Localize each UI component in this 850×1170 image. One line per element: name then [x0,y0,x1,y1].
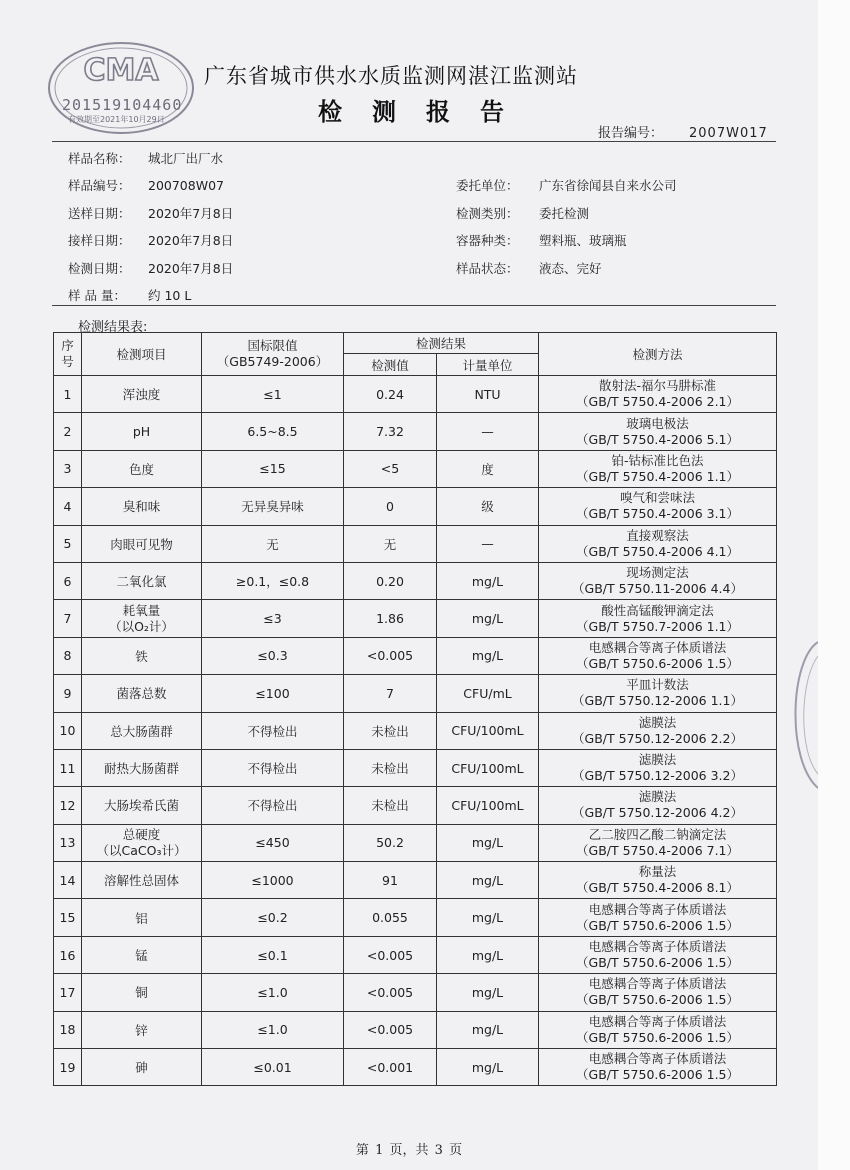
sample-name-row [68,149,223,167]
row-item-sub: （以CaCO₃计） [96,842,187,858]
row-method-main: 玻璃电极法 [626,415,689,431]
row-method-sub: （GB/T 5750.4-2006 7.1） [576,842,740,858]
row-method-sub: （GB/T 5750.4-2006 8.1） [576,880,740,896]
state-value: 液态、完好 [539,261,602,276]
row-method [539,899,777,936]
row-unit: mg/L [437,637,539,674]
row-seq: 15 [54,899,82,936]
row-method-sub: （GB/T 5750.4-2006 4.1） [576,543,740,559]
row-method [539,675,777,712]
row-item: 菌落总数 [82,675,202,712]
row-item: 溶解性总固体 [82,862,202,899]
client-value: 广东省徐闻县自来水公司 [539,178,677,193]
row-method-main: 现场测定法 [626,565,689,581]
header-method: 检测方法 [539,333,777,376]
client-label: 委托单位： [456,178,519,193]
page-number: 1 [375,1143,384,1158]
row-method-main: 称量法 [638,864,677,880]
row-item: 铝 [82,899,202,936]
page-prefix: 第 [355,1143,369,1158]
row-method [539,974,777,1011]
row-seq: 13 [54,824,82,861]
row-item-main: 总硬度 [122,826,161,842]
table-row [54,974,777,1011]
row-unit: 度 [437,450,539,487]
row-value: 未检出 [344,712,437,749]
row-method-sub: （GB/T 5750.4-2006 3.1） [576,506,740,522]
table-row [54,376,777,413]
row-limit: ≤1 [202,376,344,413]
amount-row [68,286,191,304]
row-method-main: 滤膜法 [638,752,677,768]
receive-date-value: 2020年7月8日 [148,233,234,248]
row-seq: 6 [54,562,82,599]
row-value: <0.001 [344,1049,437,1086]
row-method [539,1049,777,1086]
container-value: 塑料瓶、玻璃瓶 [539,233,627,248]
row-method-sub: （GB/T 5750.6-2006 1.5） [576,1067,740,1083]
row-item: 锌 [82,1011,202,1048]
row-limit: ≤100 [202,675,344,712]
table-row [54,450,777,487]
row-method-main: 滤膜法 [638,789,677,805]
row-unit: — [437,413,539,450]
sample-name-value: 城北厂出厂水 [148,151,224,166]
receive-date-label: 接样日期： [68,233,131,248]
row-item: 总大肠菌群 [82,712,202,749]
row-limit: 无 [202,525,344,562]
row-seq: 5 [54,525,82,562]
row-method-main: 电感耦合等离子体质谱法 [588,639,727,655]
row-value: <0.005 [344,936,437,973]
test-date-row [68,259,233,277]
row-method [539,824,777,861]
row-method [539,600,777,637]
row-limit: 不得检出 [202,787,344,824]
cma-logo-text: CMA [83,53,159,88]
row-limit: ≤0.1 [202,936,344,973]
row-limit: ≤1.0 [202,974,344,1011]
table-row [54,600,777,637]
row-method-sub: （GB/T 5750.4-2006 2.1） [576,394,740,410]
header-unit: 计量单位 [437,354,539,376]
row-method [539,936,777,973]
row-unit: mg/L [437,899,539,936]
row-value: 1.86 [344,600,437,637]
row-seq: 8 [54,637,82,674]
cma-stamp [46,40,196,136]
row-item: 浑浊度 [82,376,202,413]
table-row [54,712,777,749]
results-section-title: 检测结果表: [78,320,148,335]
row-seq: 7 [54,600,82,637]
row-method-main: 嗅气和尝味法 [620,490,696,506]
table-row [54,675,777,712]
info-divider [52,305,776,306]
organization-name: 广东省城市供水水质监测网湛江监测站 [204,64,578,88]
table-header-row [54,333,777,354]
sample-no-value: 200708W07 [148,178,224,193]
header-divider [52,141,776,142]
table-row [54,1049,777,1086]
row-limit: ≤1.0 [202,1011,344,1048]
row-item: 肉眼可见物 [82,525,202,562]
row-method-sub: （GB/T 5750.12-2006 3.2） [572,768,743,784]
page-total: 3 [434,1143,443,1158]
client-row [456,176,677,194]
row-seq: 4 [54,488,82,525]
row-method-main: 酸性高锰酸钾滴定法 [601,602,714,618]
row-method [539,862,777,899]
row-seq: 9 [54,675,82,712]
row-seq: 16 [54,936,82,973]
page-footer [0,1139,818,1158]
cma-cert-number: 201519104460 [62,96,183,114]
row-seq: 1 [54,376,82,413]
row-unit: 级 [437,488,539,525]
row-method [539,749,777,786]
row-item: 耐热大肠菌群 [82,749,202,786]
row-unit: mg/L [437,824,539,861]
amount-value: 约 10 L [148,288,192,303]
row-item: 二氧化氯 [82,562,202,599]
send-date-label: 送样日期： [68,206,131,221]
row-method [539,450,777,487]
header-seq: 序 号 [54,333,82,376]
row-unit: NTU [437,376,539,413]
row-unit: mg/L [437,936,539,973]
header-value: 检测值 [344,354,437,376]
row-limit: 6.5~8.5 [202,413,344,450]
table-row [54,413,777,450]
row-limit: ≤0.3 [202,637,344,674]
row-unit: mg/L [437,862,539,899]
page-suffix: 页 [449,1143,463,1158]
row-unit: mg/L [437,1049,539,1086]
test-type-row [456,204,589,222]
row-method-main: 电感耦合等离子体质谱法 [588,901,727,917]
row-limit: ≤15 [202,450,344,487]
row-item: 砷 [82,1049,202,1086]
table-row [54,824,777,861]
row-limit: 不得检出 [202,712,344,749]
row-value: <5 [344,450,437,487]
test-date-label: 检测日期： [68,261,131,276]
header-result-group: 检测结果 [344,333,539,354]
state-row [456,259,602,277]
container-label: 容器种类： [456,233,519,248]
row-seq: 19 [54,1049,82,1086]
row-method-main: 电感耦合等离子体质谱法 [588,1051,727,1067]
row-value: 0.20 [344,562,437,599]
row-method-main: 电感耦合等离子体质谱法 [588,1013,727,1029]
row-method [539,562,777,599]
row-method [539,525,777,562]
send-date-value: 2020年7月8日 [148,206,234,221]
row-method-main: 电感耦合等离子体质谱法 [588,939,727,955]
row-method [539,488,777,525]
row-item: 色度 [82,450,202,487]
row-item: pH [82,413,202,450]
row-unit: CFU/100mL [437,787,539,824]
table-row [54,525,777,562]
row-method-sub: （GB/T 5750.12-2006 1.1） [572,693,743,709]
row-unit: CFU/100mL [437,749,539,786]
row-method-main: 散射法-福尔马肼标准 [599,378,717,394]
row-item: 锰 [82,936,202,973]
results-table-body [54,376,777,1086]
row-method-main: 直接观察法 [626,527,689,543]
row-seq: 10 [54,712,82,749]
table-row [54,637,777,674]
row-seq: 18 [54,1011,82,1048]
row-limit: ≤450 [202,824,344,861]
row-limit: 不得检出 [202,749,344,786]
row-method-sub: （GB/T 5750.6-2006 1.5） [576,955,740,971]
row-item-main: 耗氧量 [122,602,161,618]
row-value: 无 [344,525,437,562]
row-method-main: 滤膜法 [638,714,677,730]
row-value: 91 [344,862,437,899]
side-seal-icon [780,640,820,790]
results-table [53,332,777,1086]
row-limit: ≤3 [202,600,344,637]
row-value: <0.005 [344,974,437,1011]
row-method-main: 铂-钴标准比色法 [611,452,704,468]
row-item: 铁 [82,637,202,674]
row-method [539,1011,777,1048]
row-value: 未检出 [344,749,437,786]
row-seq: 3 [54,450,82,487]
row-limit: ≤0.2 [202,899,344,936]
sample-no-row [68,176,224,194]
container-row [456,231,627,249]
row-value: <0.005 [344,637,437,674]
receive-date-row [68,231,233,249]
row-item: 铜 [82,974,202,1011]
row-unit: mg/L [437,1011,539,1048]
row-limit: ≥0.1，≤0.8 [202,562,344,599]
table-row [54,862,777,899]
row-limit: ≤0.01 [202,1049,344,1086]
table-row [54,562,777,599]
row-method-sub: （GB/T 5750.4-2006 1.1） [576,468,740,484]
table-row [54,787,777,824]
sample-no-label: 样品编号： [68,178,131,193]
row-method [539,637,777,674]
row-method [539,712,777,749]
row-method [539,413,777,450]
page-mid: 页，共 [389,1143,429,1158]
row-unit: — [437,525,539,562]
row-method-sub: （GB/T 5750.4-2006 5.1） [576,431,740,447]
row-value: 未检出 [344,787,437,824]
row-value: <0.005 [344,1011,437,1048]
row-method-sub: （GB/T 5750.6-2006 1.5） [576,1029,740,1045]
row-item: 臭和味 [82,488,202,525]
row-method-main: 平皿计数法 [626,677,689,693]
row-unit: mg/L [437,600,539,637]
row-method-main: 电感耦合等离子体质谱法 [588,976,727,992]
row-item-sub: （以O₂计） [109,618,174,634]
table-row [54,749,777,786]
report-number-label: 报告编号： [598,126,664,141]
row-method [539,787,777,824]
sample-name-label: 样品名称： [68,151,131,166]
row-limit: 无异臭异味 [202,488,344,525]
test-date-value: 2020年7月8日 [148,261,234,276]
row-method-sub: （GB/T 5750.11-2006 4.4） [572,581,743,597]
row-limit: ≤1000 [202,862,344,899]
row-unit: CFU/mL [437,675,539,712]
row-seq: 12 [54,787,82,824]
table-row [54,488,777,525]
row-item [82,600,202,637]
row-seq: 2 [54,413,82,450]
row-seq: 17 [54,974,82,1011]
row-unit: mg/L [437,974,539,1011]
row-method-sub: （GB/T 5750.6-2006 1.5） [576,992,740,1008]
amount-label: 样 品 量： [68,288,126,303]
row-seq: 11 [54,749,82,786]
table-row [54,1011,777,1048]
row-method-sub: （GB/T 5750.12-2006 4.2） [572,805,743,821]
row-item: 大肠埃希氏菌 [82,787,202,824]
header-item: 检测项目 [82,333,202,376]
state-label: 样品状态： [456,261,519,276]
row-value: 50.2 [344,824,437,861]
cma-valid-date: 有效期至2021年10月29日 [68,115,165,124]
row-unit: mg/L [437,562,539,599]
row-method-sub: （GB/T 5750.12-2006 2.2） [572,730,743,746]
table-row [54,899,777,936]
report-number-value: 2007W017 [689,126,768,141]
row-unit: CFU/100mL [437,712,539,749]
row-method-sub: （GB/T 5750.6-2006 1.5） [576,917,740,933]
row-seq: 14 [54,862,82,899]
row-method-sub: （GB/T 5750.6-2006 1.5） [576,655,740,671]
header-limit: 国标限值 （GB5749-2006） [202,333,344,376]
test-type-label: 检测类别： [456,206,519,221]
page-title: 检测报告 [318,97,534,126]
row-method-main: 乙二胺四乙酸二钠滴定法 [588,826,727,842]
row-item [82,824,202,861]
row-value: 0.055 [344,899,437,936]
row-value: 7 [344,675,437,712]
table-row [54,936,777,973]
row-method [539,376,777,413]
row-value: 0 [344,488,437,525]
page-right-margin [818,0,850,1170]
send-date-row [68,204,233,222]
row-method-sub: （GB/T 5750.7-2006 1.1） [576,618,740,634]
row-value: 0.24 [344,376,437,413]
row-value: 7.32 [344,413,437,450]
report-number [598,122,768,141]
test-type-value: 委托检测 [539,206,590,221]
